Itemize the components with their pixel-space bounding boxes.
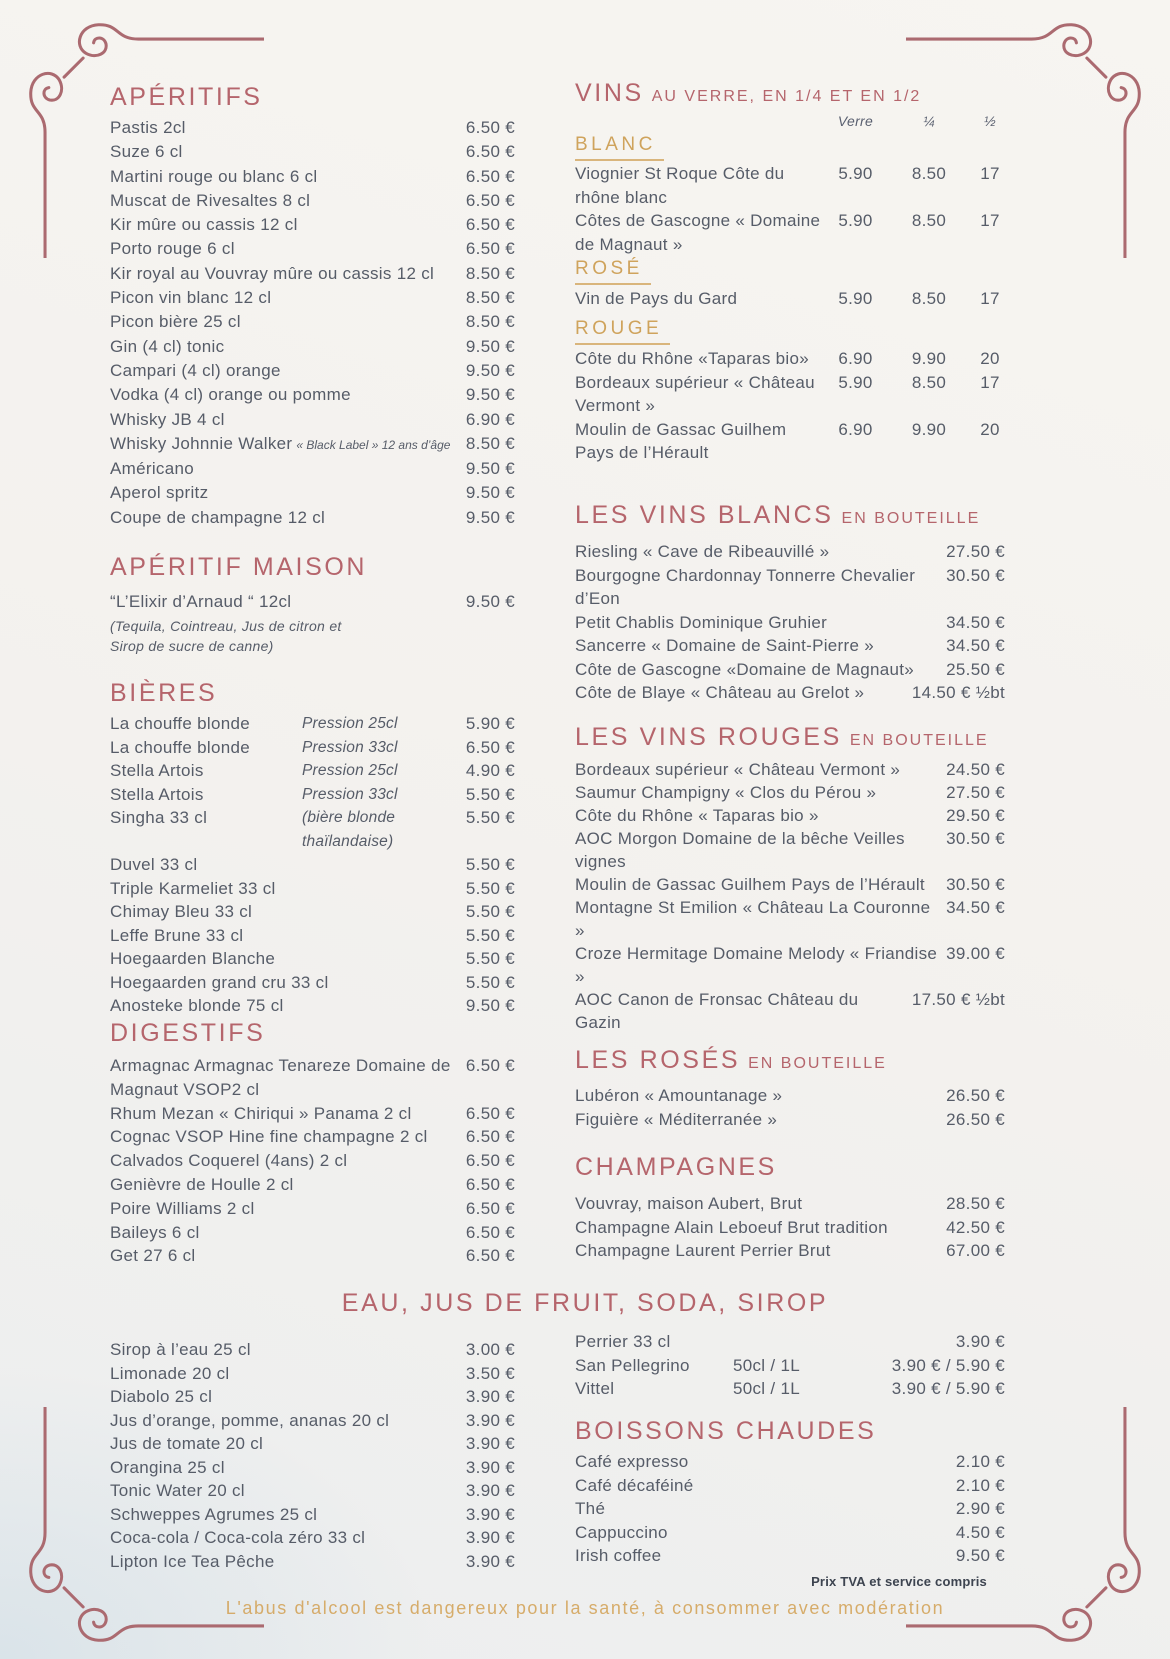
eau-soda-left-list: [110, 1338, 515, 1573]
item-name: Poire Williams 2 cl: [110, 1198, 255, 1218]
item-price: 27.50 €: [946, 542, 1005, 561]
item-price: 3.90 € / 5.90 €: [891, 1379, 1005, 1398]
menu-item-row: [575, 1084, 1005, 1108]
menu-item-row: [575, 896, 1005, 942]
item-name: Café expresso: [575, 1452, 689, 1471]
item-name: Bourgogne Chardonnay Tonnerre Chevalier d’Eon: [575, 565, 916, 608]
tax-service-note: Prix TVA et service compris: [811, 1574, 987, 1589]
item-name: Rhum Mezan « Chiriqui » Panama 2 cl: [110, 1103, 412, 1123]
menu-item-row: [575, 1474, 1005, 1498]
menu-item-row: [110, 759, 515, 783]
item-name: Irish coffee: [575, 1546, 662, 1565]
menu-item-row: [575, 1497, 1005, 1521]
item-price: 5.50 €: [465, 949, 515, 968]
menu-item-row: [110, 1409, 515, 1433]
menu-item-row: [110, 1479, 515, 1503]
item-name: Whisky JB 4 cl: [110, 409, 225, 429]
item-price: 3.90 €: [465, 1481, 515, 1500]
roses-heading: LES ROSÉS EN BOUTEILLE: [575, 1046, 887, 1074]
price-quart: 8.50: [911, 372, 947, 392]
item-price: 8.50 €: [465, 433, 515, 453]
menu-item-row: [110, 971, 515, 995]
aperitif-maison-ingredients: (Tequila, Cointreau, Jus de citron et Sirop de sucre de canne): [110, 618, 342, 654]
item-price: 6.50 €: [465, 1127, 515, 1147]
wine-by-glass-row: [575, 162, 1005, 209]
price-demi: 20: [980, 419, 1000, 439]
eau-soda-heading: EAU, JUS DE FRUIT, SODA, SIROP: [341, 1289, 829, 1317]
item-name: Stella Artois: [110, 761, 204, 780]
menu-item-row: [575, 1108, 1005, 1132]
menu-item-row: [110, 736, 515, 760]
item-name: Vin de Pays du Gard: [575, 289, 738, 308]
item-price: 9.50 €: [465, 459, 515, 479]
item-price: 6.50 €: [465, 142, 515, 162]
item-price: 8.50 €: [465, 263, 515, 283]
roses-list: [575, 1084, 1005, 1131]
item-name: Bordeaux supérieur « Château Vermont »: [575, 372, 815, 415]
item-price: 26.50 €: [946, 1086, 1005, 1105]
menu-item-row: [575, 827, 1005, 873]
price-verre: 6.90: [838, 349, 873, 368]
boissons-chaudes-list: [575, 1450, 1005, 1568]
item-price: 3.90 €: [465, 1387, 515, 1406]
menu-item-row: [110, 506, 515, 530]
menu-item-row: [110, 712, 515, 736]
menu-item-row: [110, 286, 515, 310]
menu-item-row: [575, 1330, 1005, 1354]
item-name: Picon vin blanc 12 cl: [110, 288, 272, 308]
menu-item-row: [110, 877, 515, 901]
item-name: Cappuccino: [575, 1522, 668, 1542]
item-name: Moulin de Gassac Guilhem Pays de l’Hérault: [575, 419, 787, 462]
item-note: « Black Label » 12 ans d’âge: [296, 437, 451, 452]
item-price: 6.50 €: [465, 1056, 515, 1075]
aperitif-maison-heading: APÉRITIF MAISON: [110, 553, 368, 581]
menu-item-row: [110, 947, 515, 971]
item-name: Lubéron « Amountanage »: [575, 1086, 783, 1105]
item-name: Stella Artois: [110, 784, 204, 804]
item-price: 3.50 €: [465, 1363, 515, 1383]
item-name: Hoegaarden grand cru 33 cl: [110, 972, 329, 992]
wine-by-glass-row: [575, 371, 1005, 418]
item-price: 9.50 €: [465, 360, 515, 380]
menu-item-row: [110, 237, 515, 261]
menu-item-row: [575, 634, 1005, 658]
item-name: Muscat de Rivesaltes 8 cl: [110, 190, 311, 210]
item-name: San Pellegrino: [575, 1355, 690, 1375]
item-detail: Pression 33cl: [302, 738, 398, 756]
menu-item-row: [110, 116, 515, 140]
item-name: Perrier 33 cl: [575, 1332, 671, 1351]
item-name: Croze Hermitage Domaine Melody « Friandise »: [575, 944, 938, 986]
item-price: 6.50 €: [465, 1174, 515, 1194]
item-name: Côte de Gascogne «Domaine de Magnaut»: [575, 659, 915, 679]
menu-item-row: [575, 1521, 1005, 1545]
menu-item-row: [575, 1354, 1005, 1378]
menu-item-row: [110, 900, 515, 924]
vins-rouges-heading: LES VINS ROUGES EN BOUTEILLE: [575, 723, 989, 751]
item-detail: Pression 25cl: [302, 762, 398, 779]
item-price: 3.90 €: [465, 1434, 515, 1453]
item-name: Get 27 6 cl: [110, 1246, 196, 1266]
menu-item-row: [110, 432, 515, 457]
item-price: 6.50 €: [465, 190, 515, 210]
item-name: Campari (4 cl) orange: [110, 360, 281, 380]
menu-item-row: [575, 564, 1005, 611]
item-price: 5.50 €: [465, 784, 515, 804]
menu-item-row: [110, 359, 515, 383]
item-name: Coupe de champagne 12 cl: [110, 507, 326, 527]
menu-item-row: [575, 1216, 1005, 1240]
menu-item-row: [575, 1450, 1005, 1474]
item-name: Côte du Rhône « Taparas bio »: [575, 806, 819, 825]
item-price: 9.50 €: [955, 1546, 1005, 1565]
menu-item-row: [110, 1102, 515, 1126]
item-name: Jus d’orange, pomme, ananas 20 cl: [110, 1410, 390, 1430]
item-price: 3.90 €: [465, 1551, 515, 1571]
item-name: Aperol spritz: [110, 483, 209, 503]
item-name: Café décaféiné: [575, 1475, 694, 1495]
price-quart: 9.90: [911, 419, 947, 439]
menu-item-row: [110, 924, 515, 948]
item-name: Viognier St Roque Côte du rhône blanc: [575, 164, 785, 207]
menu-item-row: [110, 1149, 515, 1173]
item-price: 39.00 €: [946, 944, 1005, 963]
item-price: 14.50 € ½bt: [911, 683, 1005, 702]
menu-item-row: [110, 408, 515, 432]
price-quart: 8.50: [911, 164, 947, 183]
col-header-verre: Verre: [837, 113, 874, 129]
rouge-label: ROUGE: [575, 318, 670, 345]
item-name: Picon bière 25 cl: [110, 312, 241, 332]
item-price: 9.50 €: [465, 996, 515, 1015]
item-price: 3.90 €: [465, 1410, 515, 1430]
item-name: Coca-cola / Coca-cola zéro 33 cl: [110, 1528, 366, 1547]
menu-item-row: [110, 1550, 515, 1574]
item-price: 34.50 €: [946, 636, 1005, 655]
item-detail: 50cl / 1L: [733, 1355, 800, 1375]
menu-item-row: [575, 758, 1005, 781]
wine-by-glass-row: [575, 287, 1005, 311]
item-name: La chouffe blonde: [110, 737, 250, 757]
item-price: 67.00 €: [946, 1241, 1005, 1260]
menu-item-row: [110, 189, 515, 213]
item-name: Calvados Coquerel (4ans) 2 cl: [110, 1151, 348, 1171]
menu-item-row: [110, 165, 515, 189]
item-price: 30.50 €: [946, 829, 1005, 848]
item-name: Genièvre de Houlle 2 cl: [110, 1174, 294, 1194]
item-name: Diabolo 25 cl: [110, 1387, 213, 1406]
price-verre: 5.90: [838, 372, 873, 392]
item-name: Porto rouge 6 cl: [110, 239, 235, 259]
item-price: 9.50 €: [465, 336, 515, 356]
item-name: Cognac VSOP Hine fine champagne 2 cl: [110, 1127, 428, 1147]
item-name: Saumur Champigny « Clos du Pérou »: [575, 783, 877, 802]
item-price: 6.50 €: [465, 737, 515, 757]
item-price: 6.50 €: [465, 1246, 515, 1266]
item-price: 30.50 €: [946, 875, 1005, 894]
menu-item-row: [575, 1192, 1005, 1216]
aperitif-maison-item: [110, 590, 515, 614]
item-name: Kir royal au Vouvray mûre ou cassis 12 cl: [110, 263, 435, 283]
menu-item-row: [110, 1173, 515, 1197]
item-price: 2.90 €: [955, 1499, 1005, 1518]
item-name: Leffe Brune 33 cl: [110, 925, 244, 945]
item-price: 9.50 €: [465, 483, 515, 503]
item-price: 42.50 €: [946, 1217, 1005, 1237]
alcohol-warning: L'abus d'alcool est dangereux pour la santé, à consommer avec modération: [225, 1598, 945, 1618]
item-price: 9.50 €: [465, 507, 515, 527]
menu-item-row: [110, 1125, 515, 1149]
item-price: 30.50 €: [946, 565, 1005, 585]
price-verre: 5.90: [838, 211, 873, 230]
price-verre: 5.90: [838, 164, 873, 183]
item-name: Pastis 2cl: [110, 118, 186, 137]
menu-item-row: [110, 1432, 515, 1456]
aperitifs-list: [110, 116, 515, 530]
menu-item-row: [110, 262, 515, 286]
bieres-list: [110, 712, 515, 1018]
menu-item-row: [110, 1244, 515, 1268]
item-name: Schweppes Agrumes 25 cl: [110, 1504, 318, 1524]
item-name: Chimay Bleu 33 cl: [110, 902, 253, 921]
vins-verre-rouge-list: [575, 347, 1005, 465]
item-name: Sancerre « Domaine de Saint-Pierre »: [575, 636, 875, 655]
item-name: Vouvray, maison Aubert, Brut: [575, 1194, 803, 1213]
item-detail: (bière blonde thaïlandaise): [302, 809, 396, 850]
menu-item-row: [575, 1544, 1005, 1568]
item-price: 6.50 €: [465, 1222, 515, 1242]
item-name: AOC Canon de Fronsac Château du Gazin: [575, 990, 859, 1032]
item-name: Jus de tomate 20 cl: [110, 1434, 264, 1453]
bieres-heading: BIÈRES: [110, 679, 218, 707]
item-name: Champagne Alain Leboeuf Brut tradition: [575, 1217, 888, 1237]
item-name: Triple Karmeliet 33 cl: [110, 878, 276, 898]
menu-item-row: [110, 335, 515, 359]
item-price: 8.50 €: [465, 288, 515, 308]
vins-blancs-heading: LES VINS BLANCS EN BOUTEILLE: [575, 501, 981, 529]
item-price: 3.90 €: [465, 1528, 515, 1547]
price-demi: 17: [980, 372, 1000, 392]
item-price: 6.50 €: [465, 118, 515, 137]
item-name: Kir mûre ou cassis 12 cl: [110, 215, 298, 235]
menu-item-row: [110, 806, 515, 853]
item-name: Bordeaux supérieur « Château Vermont »: [575, 760, 901, 779]
blanc-label: BLANC: [575, 134, 664, 161]
item-name: Baileys 6 cl: [110, 1222, 200, 1242]
eau-soda-right-list: [575, 1330, 1005, 1401]
item-price: 28.50 €: [946, 1194, 1005, 1213]
menu-item-row: [110, 1385, 515, 1409]
menu-item-row: [110, 1221, 515, 1245]
menu-item-row: [110, 1362, 515, 1386]
item-price: 6.50 €: [465, 1103, 515, 1123]
champagnes-heading: CHAMPAGNES: [575, 1153, 777, 1181]
item-name: Côte du Rhône «Taparas bio»: [575, 349, 809, 368]
menu-item-row: [575, 611, 1005, 635]
menu-item-row: [110, 1338, 515, 1362]
item-name: Martini rouge ou blanc 6 cl: [110, 166, 318, 186]
menu-item-row: [110, 310, 515, 334]
menu-item-row: [110, 783, 515, 807]
item-name: Thé: [575, 1499, 606, 1518]
price-demi: 17: [980, 211, 1000, 230]
item-price: 6.50 €: [465, 1198, 515, 1218]
vins-verre-blanc-list: [575, 162, 1005, 256]
item-price: 6.50 €: [465, 166, 515, 186]
item-detail: Pression 25cl: [302, 715, 398, 732]
item-name: Lipton Ice Tea Pêche: [110, 1551, 275, 1571]
item-name: Whisky Johnnie Walker « Black Label » 12 ans d’âge: [110, 433, 451, 453]
item-name: Armagnac Armagnac Tenareze Domaine de Magnaut VSOP2 cl: [110, 1056, 451, 1099]
champagnes-list: [575, 1192, 1005, 1263]
menu-item-row: [110, 1503, 515, 1527]
price-quart: 8.50: [911, 211, 947, 230]
menu-item-row: [575, 1239, 1005, 1263]
item-price: 9.50 €: [465, 385, 515, 405]
item-name: Duvel 33 cl: [110, 855, 198, 874]
item-price: 3.90 €: [955, 1332, 1005, 1351]
item-price: 5.90 €: [465, 714, 515, 733]
item-name: Vittel: [575, 1379, 615, 1398]
wine-by-glass-row: [575, 418, 1005, 465]
item-detail: 50cl / 1L: [733, 1379, 800, 1398]
item-detail: Pression 33cl: [302, 785, 398, 803]
item-name: Limonade 20 cl: [110, 1363, 230, 1383]
item-price: 5.50 €: [465, 878, 515, 898]
item-price: 34.50 €: [946, 898, 1005, 917]
col-header-demi: ½: [984, 113, 996, 129]
menu-item-row: [110, 1526, 515, 1550]
vins-verre-column-headers: [575, 112, 1005, 130]
price-quart: 9.90: [911, 349, 947, 368]
item-name: Côte de Blaye « Château au Grelot »: [575, 683, 865, 702]
item-price: 6.50 €: [465, 1151, 515, 1171]
item-name: Riesling « Cave de Ribeauvillé »: [575, 542, 830, 561]
menu-item-row: [110, 1456, 515, 1480]
item-name: Champagne Laurent Perrier Brut: [575, 1241, 831, 1260]
item-name: Montagne St Emilion « Château La Couronne »: [575, 898, 931, 940]
item-name: Sirop à l’eau 25 cl: [110, 1340, 251, 1359]
item-price: 8.50 €: [465, 312, 515, 332]
item-name: Orangina 25 cl: [110, 1457, 225, 1477]
item-price: 26.50 €: [946, 1109, 1005, 1129]
item-name: Singha 33 cl: [110, 808, 208, 827]
item-price: 4.50 €: [955, 1522, 1005, 1542]
col-header-quart: ¼: [923, 113, 935, 129]
item-price: 24.50 €: [946, 760, 1005, 779]
aperitifs-heading: APÉRITIFS: [110, 83, 263, 111]
item-name: Tonic Water 20 cl: [110, 1481, 245, 1500]
item-name: Petit Chablis Dominique Gruhier: [575, 612, 828, 632]
digestifs-list: [110, 1054, 515, 1268]
boissons-chaudes-heading: BOISSONS CHAUDES: [575, 1417, 877, 1445]
item-price: 5.50 €: [465, 855, 515, 874]
item-price: 2.10 €: [955, 1475, 1005, 1495]
menu-item-row: [110, 994, 515, 1018]
item-name: Vodka (4 cl) orange ou pomme: [110, 385, 351, 405]
price-demi: 17: [980, 164, 1000, 183]
menu-item-row: [110, 1054, 515, 1102]
item-price: 3.00 €: [465, 1340, 515, 1359]
item-price: 2.10 €: [955, 1452, 1005, 1471]
item-name: Moulin de Gassac Guilhem Pays de l’Hérault: [575, 875, 925, 894]
item-name: “L’Elixir d’Arnaud “ 12cl: [110, 592, 292, 611]
menu-item-row: [575, 988, 1005, 1034]
menu-item-row: [110, 853, 515, 877]
menu-item-row: [575, 942, 1005, 988]
menu-item-row: [575, 658, 1005, 682]
item-name: Hoegaarden Blanche: [110, 949, 276, 968]
item-price: 5.50 €: [465, 808, 515, 827]
menu-item-row: [575, 873, 1005, 896]
item-price: 5.50 €: [465, 925, 515, 945]
item-price: 3.90 €: [465, 1457, 515, 1477]
item-price: 4.90 €: [465, 761, 515, 780]
item-price: 9.50 €: [465, 592, 515, 611]
vins-rouges-list: [575, 758, 1005, 1034]
menu-item-row: [575, 1377, 1005, 1401]
menu-item-row: [110, 481, 515, 505]
rose-label: ROSÉ: [575, 258, 651, 285]
menu-item-row: [110, 457, 515, 481]
item-price: 27.50 €: [946, 783, 1005, 802]
wine-by-glass-row: [575, 347, 1005, 371]
item-price: 17.50 € ½bt: [911, 990, 1005, 1009]
item-name: Gin (4 cl) tonic: [110, 336, 225, 356]
price-verre: 6.90: [838, 419, 873, 439]
item-price: 6.50 €: [465, 239, 515, 259]
price-verre: 5.90: [838, 289, 873, 308]
item-name: Américano: [110, 459, 194, 479]
price-demi: 17: [980, 289, 1000, 308]
menu-item-row: [110, 1197, 515, 1221]
item-name: AOC Morgon Domaine de la bêche Veilles vignes: [575, 829, 905, 871]
menu-item-row: [575, 781, 1005, 804]
menu-item-row: [110, 383, 515, 407]
vins-blancs-list: [575, 540, 1005, 705]
item-price: 3.90 €: [465, 1504, 515, 1524]
item-name: La chouffe blonde: [110, 714, 250, 733]
vins-verre-heading: VINS AU VERRE, EN 1/4 ET EN 1/2: [575, 79, 922, 107]
menu-item-row: [575, 681, 1005, 705]
item-price: 34.50 €: [946, 612, 1005, 632]
item-name: Côtes de Gascogne « Domaine de Magnaut »: [575, 211, 821, 254]
menu-item-row: [575, 540, 1005, 564]
menu-item-row: [575, 804, 1005, 827]
item-price: 25.50 €: [946, 659, 1005, 679]
wine-by-glass-row: [575, 209, 1005, 256]
item-price: 6.50 €: [465, 215, 515, 235]
item-name: Anosteke blonde 75 cl: [110, 996, 284, 1015]
item-name: Suze 6 cl: [110, 142, 183, 162]
menu-item-row: [110, 140, 515, 164]
item-name: Figuière « Méditerranée »: [575, 1109, 778, 1129]
item-price: 5.50 €: [465, 972, 515, 992]
vins-verre-rose-list: [575, 287, 1005, 311]
item-price: 6.90 €: [465, 409, 515, 429]
menu-item-row: [110, 213, 515, 237]
digestifs-heading: DIGESTIFS: [110, 1019, 266, 1047]
item-price: 5.50 €: [465, 902, 515, 921]
price-demi: 20: [980, 349, 1000, 368]
item-price: 3.90 € / 5.90 €: [891, 1355, 1005, 1375]
item-price: 29.50 €: [946, 806, 1005, 825]
price-quart: 8.50: [911, 289, 947, 308]
